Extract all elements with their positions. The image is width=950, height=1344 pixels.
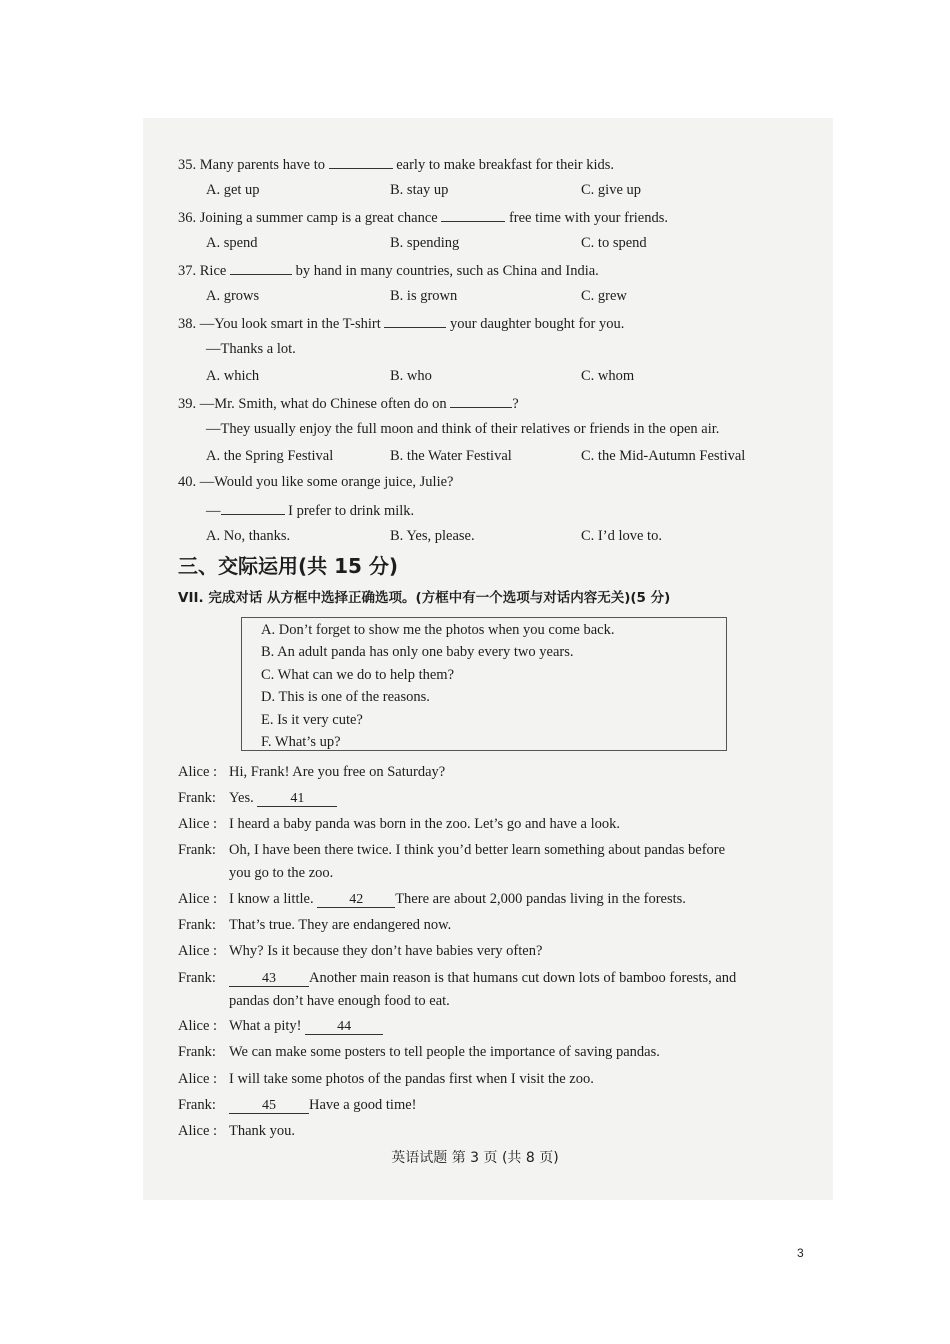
option-a: A. No, thanks. (206, 528, 291, 544)
question-text: Many parents have to (199, 157, 325, 173)
question-text: —Would you like some orange juice, Julie? (199, 474, 454, 490)
blank-43: 43 (229, 972, 309, 987)
question-text: early to make breakfast for their kids. (396, 157, 615, 173)
box-option-c: C. What can we do to help them? (261, 667, 455, 683)
option-a: A. grows (206, 288, 260, 304)
question-text: I prefer to drink milk. (288, 503, 415, 519)
question-text: —Mr. Smith, what do Chinese often do on (199, 396, 447, 412)
dialogue-line-continued: pandas don’t have enough food to eat. (229, 993, 450, 1009)
dialogue-line: Thank you. (229, 1123, 296, 1139)
question-39-reply: —They usually enjoy the full moon and think of their relatives or friends in the open air. (206, 421, 720, 437)
dialogue-text: Another main reason is that humans cut down lots of bamboo forests, and (309, 970, 737, 986)
page-footer: 英语试题 第 3 页 (共 8 页) (391, 1150, 559, 1166)
answer-blank (230, 260, 292, 275)
dialogue-line: Hi, Frank! Are you free on Saturday? (229, 764, 446, 780)
question-text: Rice (199, 263, 227, 279)
option-b: B. is grown (390, 288, 458, 304)
blank-41: 41 (257, 792, 337, 807)
dialogue-line-continued: you go to the zoo. (229, 865, 334, 881)
question-37 (178, 260, 599, 280)
answer-blank (221, 500, 285, 515)
option-a: A. get up (206, 182, 260, 198)
question-38 (178, 313, 624, 333)
answer-blank (450, 393, 512, 408)
option-b: B. Yes, please. (390, 528, 475, 544)
dialogue-line: Why? Is it because they don’t have babies very often? (229, 943, 543, 959)
speaker-name: Frank: (178, 917, 216, 933)
section-subtitle: VII. 完成对话 从方框中选择正确选项。(方框中有一个选项与对话内容无关)(5 分) (178, 590, 671, 606)
option-c: C. give up (581, 182, 642, 198)
speaker-name: Alice : (178, 1071, 218, 1087)
speaker-name: Alice : (178, 1018, 218, 1034)
speaker-name: Frank: (178, 1097, 216, 1113)
dialogue-text: I know a little. (229, 891, 314, 907)
option-c: C. the Mid-Autumn Festival (581, 448, 746, 464)
blank-44: 44 (305, 1020, 383, 1035)
speaker-name: Frank: (178, 1044, 216, 1060)
blank-45: 45 (229, 1099, 309, 1114)
speaker-name: Alice : (178, 891, 218, 907)
question-number: 35. (178, 157, 197, 173)
option-b: B. stay up (390, 182, 449, 198)
question-number: 36. (178, 210, 197, 226)
question-text: Joining a summer camp is a great chance (199, 210, 438, 226)
dialogue-text: What a pity! (229, 1018, 302, 1034)
dialogue-line (229, 969, 736, 987)
speaker-name: Alice : (178, 1123, 218, 1139)
box-option-f: F. What’s up? (261, 734, 341, 750)
option-c: C. to spend (581, 235, 647, 251)
options-box (241, 617, 727, 751)
dialogue-line (229, 1096, 417, 1114)
option-c: C. grew (581, 288, 627, 304)
box-option-a: A. Don’t forget to show me the photos when you come back. (261, 622, 615, 638)
question-number: 39. (178, 396, 197, 412)
question-text: free time with your friends. (508, 210, 669, 226)
option-a: A. the Spring Festival (206, 448, 334, 464)
question-number: 38. (178, 316, 197, 332)
answer-blank (329, 154, 393, 169)
box-option-e: E. Is it very cute? (261, 712, 363, 728)
question-40 (178, 473, 453, 491)
question-38-reply: —Thanks a lot. (206, 341, 296, 357)
page-number: 3 (797, 1246, 804, 1260)
dialogue-line: I will take some photos of the pandas first when I visit the zoo. (229, 1071, 594, 1087)
dialogue-text: There are about 2,000 pandas living in the forests. (395, 891, 686, 907)
option-b: B. who (390, 368, 432, 384)
question-text: your daughter bought for you. (450, 316, 625, 332)
option-c: C. whom (581, 368, 635, 384)
dialogue-line: Oh, I have been there twice. I think you’d better learn something about pandas before (229, 842, 726, 858)
option-b: B. the Water Festival (390, 448, 512, 464)
dialogue-text: Have a good time! (309, 1097, 417, 1113)
section-title: 三、交际运用(共 15 分) (178, 554, 399, 578)
speaker-name: Alice : (178, 764, 218, 780)
dialogue-line: That’s true. They are endangered now. (229, 917, 452, 933)
question-text: ? (512, 396, 519, 412)
question-number: 37. (178, 263, 197, 279)
dialogue-line (229, 890, 686, 908)
dialogue-line (229, 1017, 383, 1035)
question-39 (178, 393, 519, 413)
box-option-d: D. This is one of the reasons. (261, 689, 430, 705)
option-b: B. spending (390, 235, 460, 251)
box-option-b: B. An adult panda has only one baby every two years. (261, 644, 574, 660)
question-text: —You look smart in the T-shirt (199, 316, 381, 332)
dialogue-line: We can make some posters to tell people the importance of saving pandas. (229, 1044, 660, 1060)
question-number: 40. (178, 474, 197, 490)
dialogue-line (229, 789, 337, 807)
dialogue-line: I heard a baby panda was born in the zoo. Let’s go and have a look. (229, 816, 620, 832)
question-40-reply (206, 500, 414, 520)
dialogue-text: Yes. (229, 790, 254, 806)
question-text: by hand in many countries, such as China and India. (295, 263, 599, 279)
blank-42: 42 (317, 893, 395, 908)
option-a: A. which (206, 368, 260, 384)
dash: — (206, 503, 221, 519)
option-c: C. I’d love to. (581, 528, 662, 544)
answer-blank (384, 313, 446, 328)
speaker-name: Alice : (178, 943, 218, 959)
speaker-name: Frank: (178, 970, 216, 986)
speaker-name: Frank: (178, 790, 216, 806)
speaker-name: Frank: (178, 842, 216, 858)
speaker-name: Alice : (178, 816, 218, 832)
question-35 (178, 154, 614, 174)
option-a: A. spend (206, 235, 258, 251)
question-36 (178, 207, 668, 227)
answer-blank (441, 207, 505, 222)
